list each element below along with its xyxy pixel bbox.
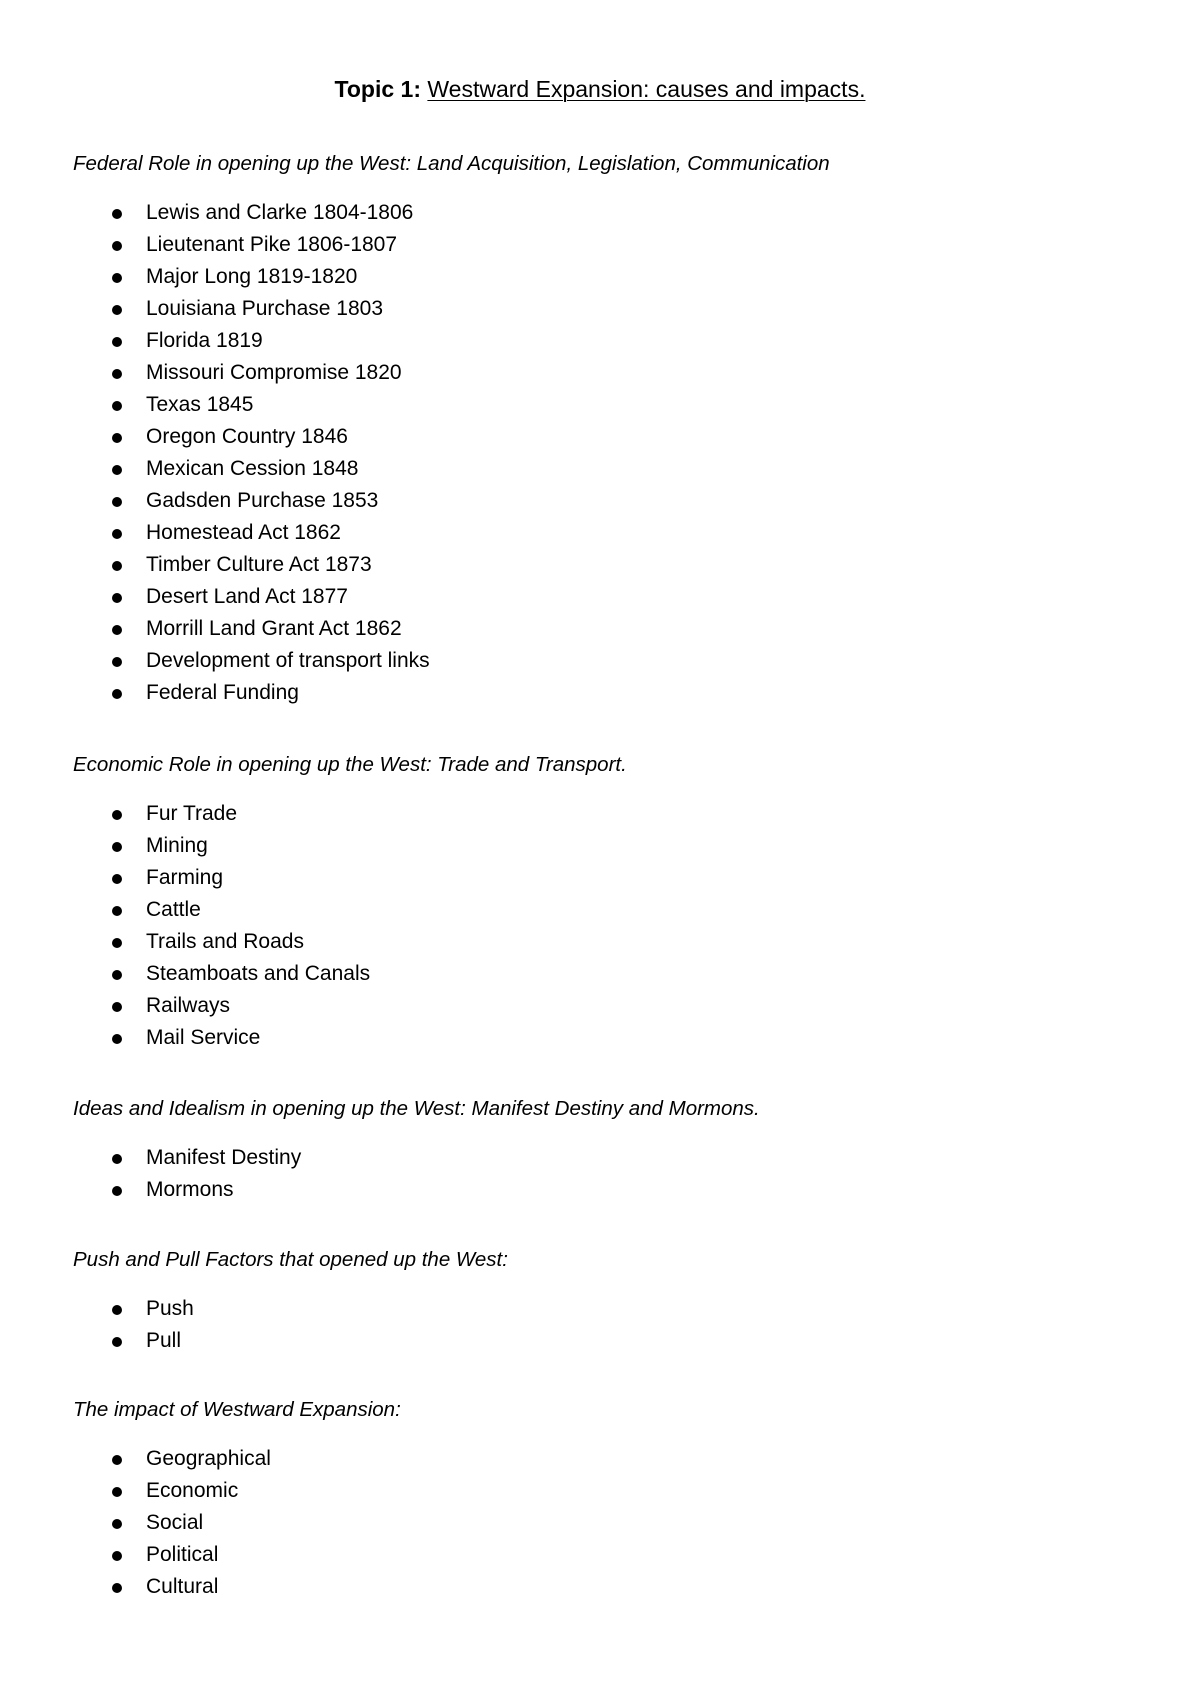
list-item [0, 1572, 700, 1604]
list-item [0, 1508, 700, 1540]
list-item-text: Federal Funding [146, 681, 299, 704]
bullet-icon [112, 561, 122, 571]
list-item-text: Desert Land Act 1877 [146, 585, 348, 608]
bullet-icon [112, 689, 122, 699]
bullet-icon [112, 1551, 122, 1561]
bullet-list [0, 198, 700, 710]
list-item-text: Lieutenant Pike 1806-1807 [146, 233, 398, 256]
bullet-icon [112, 625, 122, 635]
list-item-text: Texas 1845 [146, 393, 254, 416]
list-item-text: Cattle [146, 898, 201, 921]
list-item-text: Political [146, 1543, 219, 1566]
bullet-icon [112, 874, 122, 884]
bullet-icon [112, 1002, 122, 1012]
bullet-icon [112, 337, 122, 347]
list-item-text: Mexican Cession 1848 [146, 457, 359, 480]
list-item [0, 863, 700, 895]
bullet-icon [112, 593, 122, 603]
list-item [0, 518, 700, 550]
bullet-icon [112, 497, 122, 507]
list-item-text: Missouri Compromise 1820 [146, 361, 402, 384]
bullet-icon [112, 369, 122, 379]
list-item [0, 326, 700, 358]
list-item [0, 614, 700, 646]
title-prefix: Topic 1: [334, 76, 421, 102]
list-item [0, 1540, 700, 1572]
section-heading: Push and Pull Factors that opened up the West: [73, 1248, 508, 1271]
list-item [0, 294, 700, 326]
bullet-icon [112, 401, 122, 411]
list-item-text: Lewis and Clarke 1804-1806 [146, 201, 414, 224]
bullet-icon [112, 938, 122, 948]
list-item [0, 1326, 700, 1358]
bullet-list [0, 1143, 700, 1207]
list-item [0, 262, 700, 294]
list-item-text: Mormons [146, 1178, 234, 1201]
list-item-text: Railways [146, 994, 231, 1017]
title-main: Westward Expansion: causes and impacts. [427, 76, 866, 102]
bullet-icon [112, 1034, 122, 1044]
list-item [0, 895, 700, 927]
bullet-icon [112, 209, 122, 219]
list-item-text: Economic [146, 1479, 239, 1502]
list-item-text: Oregon Country 1846 [146, 425, 348, 448]
list-item-text: Social [146, 1511, 204, 1534]
list-item-text: Morrill Land Grant Act 1862 [146, 617, 402, 640]
list-item-text: Trails and Roads [146, 930, 304, 953]
bullet-icon [112, 657, 122, 667]
section-heading: Ideas and Idealism in opening up the West: Manifest Destiny and Mormons. [73, 1097, 760, 1120]
list-item-text: Gadsden Purchase 1853 [146, 489, 379, 512]
list-item-text: Farming [146, 866, 224, 889]
list-item [0, 230, 700, 262]
list-item [0, 1294, 700, 1326]
list-item [0, 646, 700, 678]
bullet-icon [112, 1305, 122, 1315]
list-item [0, 1023, 700, 1055]
list-item [0, 831, 700, 863]
list-item-text: Louisiana Purchase 1803 [146, 297, 384, 320]
list-item-text: Cultural [146, 1575, 219, 1598]
list-item [0, 198, 700, 230]
list-item-text: Homestead Act 1862 [146, 521, 341, 544]
list-item [0, 454, 700, 486]
list-item-text: Development of transport links [146, 649, 430, 672]
bullet-icon [112, 970, 122, 980]
list-item [0, 390, 700, 422]
list-item-text: Timber Culture Act 1873 [146, 553, 372, 576]
list-item [0, 422, 700, 454]
bullet-list [0, 1444, 700, 1604]
bullet-icon [112, 1186, 122, 1196]
bullet-icon [112, 1455, 122, 1465]
list-item-text: Manifest Destiny [146, 1146, 302, 1169]
bullet-icon [112, 1519, 122, 1529]
bullet-icon [112, 465, 122, 475]
bullet-list [0, 799, 700, 1055]
list-item-text: Pull [146, 1329, 182, 1352]
list-item-text: Push [146, 1297, 194, 1320]
list-item [0, 358, 700, 390]
list-item-text: Fur Trade [146, 802, 238, 825]
bullet-icon [112, 906, 122, 916]
bullet-icon [112, 433, 122, 443]
list-item [0, 991, 700, 1023]
list-item-text: Mining [146, 834, 208, 857]
list-item [0, 550, 700, 582]
list-item-text: Steamboats and Canals [146, 962, 371, 985]
bullet-icon [112, 842, 122, 852]
bullet-icon [112, 273, 122, 283]
list-item [0, 927, 700, 959]
bullet-icon [112, 1337, 122, 1347]
list-item [0, 799, 700, 831]
list-item-text: Major Long 1819-1820 [146, 265, 358, 288]
bullet-icon [112, 305, 122, 315]
list-item [0, 582, 700, 614]
list-item-text: Mail Service [146, 1026, 261, 1049]
list-item [0, 1175, 700, 1207]
bullet-icon [112, 810, 122, 820]
bullet-icon [112, 1487, 122, 1497]
bullet-icon [112, 1154, 122, 1164]
list-item [0, 678, 700, 710]
list-item [0, 486, 700, 518]
list-item-text: Geographical [146, 1447, 271, 1470]
section-heading: The impact of Westward Expansion: [73, 1398, 401, 1421]
page-title [0, 74, 1200, 104]
list-item [0, 1143, 700, 1175]
list-item [0, 1444, 700, 1476]
bullet-icon [112, 1583, 122, 1593]
section-heading: Federal Role in opening up the West: Land Acquisition, Legislation, Communication [73, 152, 830, 175]
list-item-text: Florida 1819 [146, 329, 263, 352]
bullet-icon [112, 529, 122, 539]
list-item [0, 959, 700, 991]
section-heading: Economic Role in opening up the West: Trade and Transport. [73, 753, 627, 776]
bullet-list [0, 1294, 700, 1358]
bullet-icon [112, 241, 122, 251]
list-item [0, 1476, 700, 1508]
